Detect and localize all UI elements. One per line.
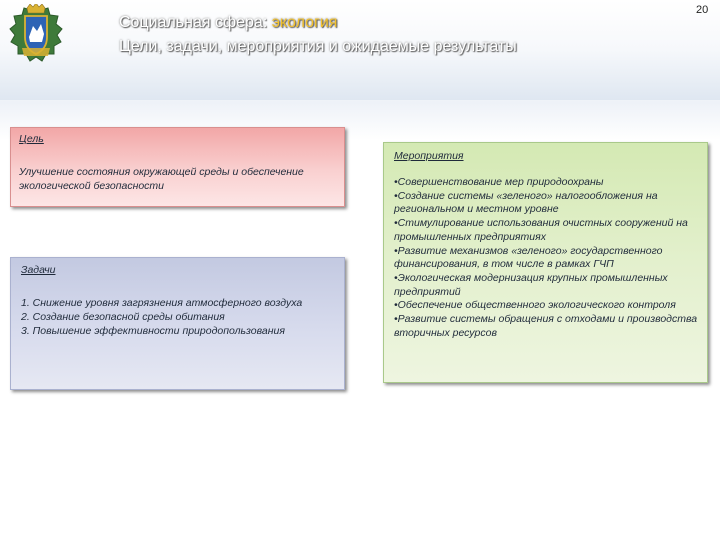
coat-of-arms-icon [8,4,64,66]
action-item: •Экологическая модернизация крупных промышленных предприятий [394,271,668,298]
action-item: •Обеспечение общественного экологического контроля [394,299,676,312]
actions-heading: Мероприятия [394,150,464,162]
actions-box [383,142,708,383]
title-prefix: Социальная сфера: [119,14,272,31]
task-item: 3. Повышение эффективности природопользования [21,325,285,337]
page-subtitle: Цели, задачи, мероприятия и ожидаемые результаты [119,38,517,55]
action-item: •Развитие механизмов «зеленого» государственного финансирования, в том числе в рамках ГЧП [394,244,663,271]
tasks-box [10,257,345,390]
action-item: •Создание системы «зеленого» налогообложения на региональном и местном уровне [394,189,658,216]
task-item: 1. Снижение уровня загрязнения атмосферного воздуха [21,297,303,309]
tasks-list [21,296,341,338]
page-title [119,14,337,32]
goal-box [10,127,345,207]
actions-list [394,176,702,340]
action-item: •Совершенствование мер природоохраны [394,176,604,188]
goal-heading: Цель [19,133,44,145]
action-item: •Стимулирование использования очистных сооружений на промышленных предприятиях [394,217,688,243]
title-accent: экология [271,14,338,31]
goal-text: Улучшение состояния окружающей среды и обеспечение экологической безопасности [19,166,304,192]
action-item: •Развитие системы обращения с отходами и производства вторичных ресурсов [394,313,698,339]
page-number: 20 [696,4,709,16]
task-item: 2. Создание безопасной среды обитания [21,311,225,323]
tasks-heading: Задачи [21,264,56,276]
